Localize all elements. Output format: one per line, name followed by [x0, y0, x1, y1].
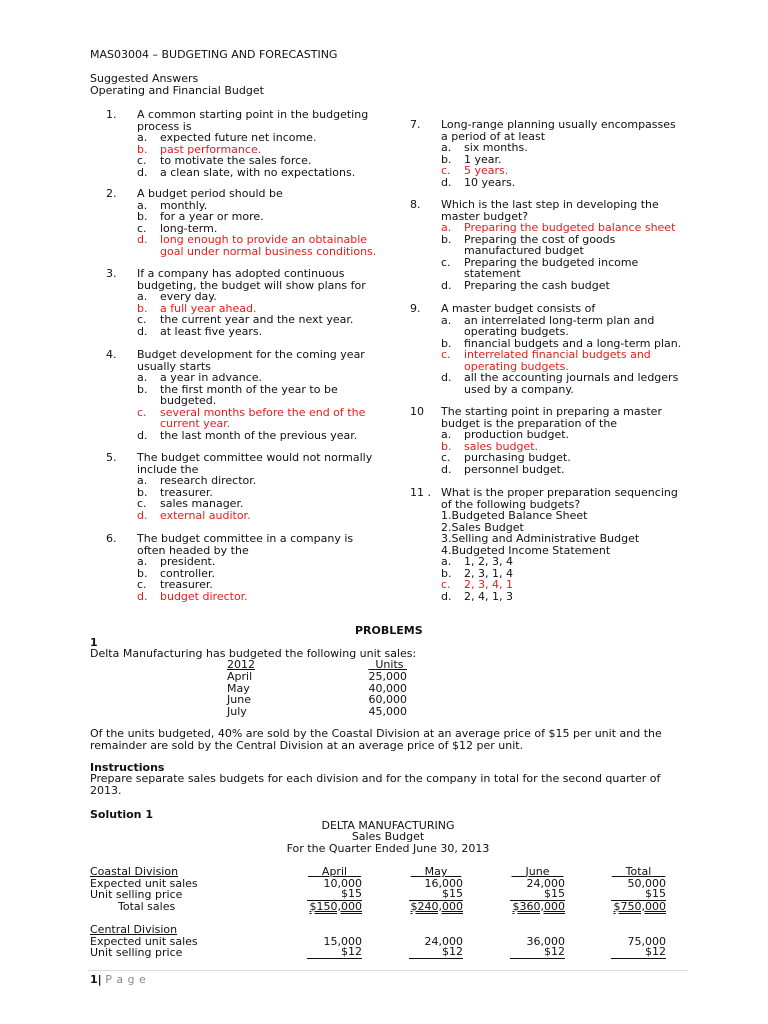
- problems-heading: PROBLEMS: [355, 624, 423, 637]
- question-stem-line: master budget?: [441, 209, 529, 223]
- option-text-line: interrelated financial budgets and: [464, 348, 651, 361]
- option-text-line: treasurer.: [160, 578, 213, 591]
- option-text-line: operating budgets.: [464, 325, 569, 338]
- budget-cell: $12: [510, 947, 565, 959]
- answer-options: [137, 291, 386, 337]
- budget-cell: $750,000: [613, 899, 666, 913]
- option-letter: d.: [137, 324, 148, 338]
- question-stem-line: A budget period should be: [137, 187, 283, 200]
- option-text-line: 2, 3, 4, 1: [464, 578, 513, 591]
- option-text: [464, 591, 689, 603]
- document-subtitle-topic: Operating and Financial Budget: [90, 84, 264, 97]
- correct-answer-option: [441, 349, 689, 372]
- option-text-line: goal under normal business conditions.: [160, 244, 377, 258]
- option-text: [160, 556, 386, 568]
- option-letter: a.: [441, 221, 452, 234]
- budget-column-header: [510, 866, 565, 878]
- question-stem-line: include the: [137, 462, 199, 476]
- budget-cell: $15: [611, 889, 666, 901]
- option-text: [160, 211, 386, 223]
- answer-option: [137, 326, 386, 338]
- option-text-line: research director.: [160, 474, 257, 487]
- division-name: Central Division: [90, 923, 178, 936]
- option-text-line: president.: [160, 555, 216, 568]
- question-number: 10: [410, 405, 424, 418]
- division-name: Coastal Division: [90, 865, 179, 878]
- option-text-line: 1 year.: [464, 152, 502, 166]
- problem-paragraph-line: remainder are sold by the Central Division at an average price of $12 per unit.: [90, 739, 524, 752]
- budget-column-label: April: [321, 865, 348, 878]
- option-text: [160, 407, 386, 430]
- budget-cell: $360,000: [512, 899, 565, 913]
- question-stem-line: 4.Budgeted Income Statement: [441, 543, 611, 557]
- question-stem: [441, 199, 689, 222]
- answer-option: [441, 234, 689, 257]
- footer-rule: [88, 970, 688, 971]
- option-text-line: for a year or more.: [160, 210, 264, 223]
- option-text-line: manufactured budget: [464, 244, 584, 257]
- page-word: P a g e: [105, 973, 147, 986]
- option-text-line: 2, 4, 1, 3: [464, 589, 513, 603]
- answer-options: [441, 142, 689, 188]
- answer-options: [137, 200, 386, 258]
- question-stem-line: Long-range planning usually encompasses: [441, 118, 676, 131]
- option-letter: a.: [441, 428, 452, 441]
- budget-cell: 36,000: [526, 934, 565, 948]
- option-text: [160, 314, 386, 326]
- option-text-line: an interrelated long-term plan and: [464, 313, 655, 327]
- option-letter: b.: [137, 485, 148, 499]
- option-text-line: at least five years.: [160, 324, 263, 338]
- option-letter: a.: [441, 141, 452, 154]
- page-number: 1: [90, 973, 98, 986]
- question-number: 8.: [410, 198, 421, 211]
- problem-intro: Delta Manufacturing has budgeted the following unit sales:: [90, 647, 417, 660]
- answer-options: [441, 556, 689, 602]
- option-text-line: six months.: [464, 141, 528, 154]
- budget-cell: $12: [611, 947, 666, 959]
- option-letter: d.: [441, 175, 452, 189]
- correct-answer-option: [441, 579, 689, 591]
- question-number: 2.: [106, 187, 117, 200]
- unit-row-month: June: [227, 693, 251, 706]
- question-number: 11 .: [410, 486, 431, 499]
- option-text: [464, 429, 689, 441]
- option-text: [464, 280, 689, 292]
- question-stem-line: a period of at least: [441, 129, 546, 143]
- option-text: [464, 257, 689, 280]
- budget-column-header: [611, 866, 666, 878]
- unit-row-units: 45,000: [368, 704, 407, 718]
- answer-option: [441, 591, 689, 603]
- instructions-heading: Instructions: [90, 761, 165, 774]
- problem-paragraph-line: Of the units budgeted, 40% are sold by the Coastal Division at an average price of $15 per unit and the: [90, 727, 662, 740]
- budget-cell: $15: [409, 889, 463, 901]
- option-letter: b.: [137, 382, 148, 396]
- option-text-line: budget director.: [160, 589, 248, 603]
- option-letter: a.: [441, 555, 452, 568]
- option-text: [464, 234, 689, 257]
- option-letter: a.: [137, 290, 148, 303]
- option-text: [464, 556, 689, 568]
- question-stem-line: budget is the preparation of the: [441, 416, 618, 430]
- answer-option: [137, 167, 386, 179]
- option-text-line: all the accounting journals and ledgers: [464, 371, 679, 384]
- correct-answer-option: [137, 407, 386, 430]
- question-stem-line: The starting point in preparing a master: [441, 405, 662, 418]
- question-stem-line: 3.Selling and Administrative Budget: [441, 532, 640, 545]
- answer-option: [441, 177, 689, 189]
- answer-option: [137, 556, 386, 568]
- answer-option: [137, 498, 386, 510]
- option-letter: c.: [137, 221, 147, 235]
- option-text-line: sales budget.: [464, 439, 539, 453]
- option-text: [464, 579, 689, 591]
- budget-cell: $12: [307, 947, 362, 959]
- budget-cell: 24,000: [526, 876, 565, 890]
- question-stem: [137, 109, 386, 132]
- solution-heading: Solution 1: [90, 808, 153, 821]
- answer-option: [137, 132, 386, 144]
- option-text: [464, 464, 689, 476]
- option-text: [160, 155, 386, 167]
- option-text-line: external auditor.: [160, 508, 251, 522]
- option-letter: d.: [137, 233, 148, 246]
- option-letter: d.: [441, 371, 452, 384]
- option-letter: d.: [137, 428, 148, 442]
- option-letter: c.: [137, 154, 147, 167]
- option-text-line: Preparing the cash budget: [464, 278, 610, 292]
- option-letter: b.: [441, 336, 452, 350]
- question-stem-line: 1.Budgeted Balance Sheet: [441, 509, 588, 522]
- question-number: 3.: [106, 267, 117, 280]
- option-text-line: 2, 3, 1, 4: [464, 566, 513, 580]
- answer-options: [137, 475, 386, 521]
- answer-option: [441, 556, 689, 568]
- option-letter: d.: [441, 462, 452, 476]
- question-stem: [441, 487, 689, 556]
- question-number: 1.: [106, 108, 117, 121]
- option-text: [464, 142, 689, 154]
- option-text: [160, 384, 386, 407]
- question-stem-line: What is the proper preparation sequencing: [441, 486, 678, 499]
- option-text-line: controller.: [160, 566, 215, 580]
- option-letter: b.: [137, 210, 148, 223]
- budget-cell: $240,000: [410, 899, 463, 913]
- budget-column-label: May: [424, 865, 448, 878]
- option-text-line: production budget.: [464, 428, 570, 441]
- question-stem-line: Budget development for the coming year: [137, 348, 365, 361]
- option-text-line: financial budgets and a long-term plan.: [464, 336, 682, 350]
- budget-cell: $12: [409, 947, 463, 959]
- budget-cell: $15: [510, 889, 565, 901]
- answer-option: [137, 291, 386, 303]
- question-stem-line: If a company has adopted continuous: [137, 267, 345, 280]
- budget-cell: 16,000: [424, 876, 463, 890]
- option-letter: c.: [441, 451, 451, 464]
- option-text-line: statement: [464, 267, 521, 280]
- units-header: Units: [375, 658, 404, 671]
- option-letter: c.: [441, 578, 451, 591]
- answer-option: [137, 314, 386, 326]
- budget-cell: 15,000: [323, 934, 362, 948]
- question-stem: [441, 303, 689, 315]
- question-stem: [137, 533, 386, 556]
- option-text-line: the current year and the next year.: [160, 313, 354, 326]
- option-text-line: budgeted.: [160, 394, 217, 407]
- answer-option: [137, 211, 386, 223]
- budget-cell: 50,000: [627, 876, 666, 890]
- instructions-line: Prepare separate sales budgets for each division and for the company in total for the second quarter of: [90, 772, 661, 785]
- option-letter: c.: [137, 578, 147, 591]
- answer-option: [137, 372, 386, 384]
- correct-answer-option: [137, 234, 386, 257]
- option-letter: c.: [137, 497, 147, 510]
- option-letter: b.: [441, 439, 452, 453]
- option-text-line: operating budgets.: [464, 359, 569, 373]
- question-stem-line: budgeting, the budget will show plans for: [137, 278, 366, 292]
- option-letter: b.: [441, 232, 452, 246]
- question-number: 6.: [106, 532, 117, 545]
- option-letter: d.: [137, 589, 148, 603]
- option-text-line: every day.: [160, 290, 217, 303]
- option-text: [160, 234, 386, 257]
- answer-option: [441, 280, 689, 292]
- option-text-line: purchasing budget.: [464, 451, 571, 464]
- footer-separator: |: [97, 973, 102, 986]
- question-stem-line: process is: [137, 119, 192, 133]
- option-letter: a.: [137, 555, 148, 568]
- unit-row-units: 40,000: [368, 681, 407, 695]
- budget-cell: $150,000: [309, 899, 362, 913]
- option-text: [160, 326, 386, 338]
- budget-cell: 75,000: [627, 934, 666, 948]
- unit-row-month: July: [227, 704, 247, 718]
- option-text: [160, 430, 386, 442]
- option-text-line: past performance.: [160, 142, 262, 156]
- correct-answer-option: [441, 165, 689, 177]
- option-letter: a.: [137, 474, 148, 487]
- option-letter: d.: [137, 508, 148, 522]
- question-stem-line: The budget committee in a company is: [137, 532, 354, 545]
- option-text: [160, 510, 386, 522]
- option-text: [160, 291, 386, 303]
- question-stem-line: 2.Sales Budget: [441, 520, 524, 534]
- option-letter: a.: [137, 198, 148, 212]
- budget-cell: 10,000: [323, 876, 362, 890]
- answer-option: [441, 257, 689, 280]
- option-text: [464, 315, 689, 338]
- question-number: 5.: [106, 451, 117, 464]
- option-text-line: a clean slate, with no expectations.: [160, 165, 356, 179]
- option-letter: a.: [441, 313, 452, 327]
- answer-option: [441, 142, 689, 154]
- question-number: 9.: [410, 302, 421, 315]
- answer-option: [441, 372, 689, 395]
- answer-options: [137, 132, 386, 178]
- question-stem-line: The budget committee would not normally: [137, 451, 373, 464]
- answer-option: [137, 475, 386, 487]
- option-text-line: 1, 2, 3, 4: [464, 555, 513, 568]
- answer-option: [137, 579, 386, 591]
- option-text-line: monthly.: [160, 198, 208, 212]
- option-text-line: personnel budget.: [464, 462, 565, 476]
- question-stem: [137, 452, 386, 475]
- question-stem: [137, 268, 386, 291]
- question-stem: [137, 188, 386, 200]
- problem-number: 1: [90, 636, 98, 649]
- option-text-line: 5 years.: [464, 164, 509, 177]
- solution-company: DELTA MANUFACTURING: [321, 819, 455, 832]
- option-text-line: the first month of the year to be: [160, 382, 338, 396]
- option-letter: a.: [137, 371, 148, 384]
- option-text-line: treasurer.: [160, 485, 213, 499]
- option-text: [464, 452, 689, 464]
- option-letter: d.: [441, 278, 452, 292]
- solution-period: For the Quarter Ended June 30, 2013: [286, 842, 490, 855]
- option-text-line: current year.: [160, 417, 231, 430]
- option-letter: b.: [441, 566, 452, 580]
- option-letter: b.: [137, 301, 148, 315]
- option-text-line: the last month of the previous year.: [160, 428, 358, 442]
- option-text: [464, 372, 689, 395]
- option-text-line: long enough to provide an obtainable: [160, 233, 368, 246]
- option-letter: c.: [137, 405, 147, 419]
- option-text: [160, 132, 386, 144]
- answer-option: [137, 430, 386, 442]
- unit-row-month: April: [227, 670, 253, 683]
- option-text-line: used by a company.: [464, 382, 574, 396]
- answer-options: [441, 222, 689, 291]
- option-letter: b.: [441, 152, 452, 166]
- year-header: 2012: [227, 658, 255, 671]
- unit-row-units: 60,000: [368, 693, 407, 706]
- option-letter: b.: [137, 142, 148, 156]
- instructions-line: 2013.: [90, 784, 122, 797]
- option-letter: a.: [137, 131, 148, 144]
- question-stem-line: Which is the last step in developing the: [441, 198, 659, 211]
- option-text-line: 10 years.: [464, 175, 516, 189]
- option-text: [160, 475, 386, 487]
- answer-options: [137, 556, 386, 602]
- unit-row-units: 25,000: [368, 670, 407, 683]
- budget-row-label: Expected unit sales: [90, 934, 198, 948]
- question-stem-line: of the following budgets?: [441, 497, 581, 511]
- question-stem-line: A master budget consists of: [441, 302, 596, 315]
- question-number: 7.: [410, 118, 421, 131]
- budget-row-label: Expected unit sales: [90, 876, 198, 890]
- document-title: MAS03004 – BUDGETING AND FORECASTING: [90, 48, 338, 61]
- option-letter: b.: [137, 566, 148, 580]
- option-text: [160, 498, 386, 510]
- solution-title: Sales Budget: [351, 830, 425, 843]
- option-text-line: long-term.: [160, 221, 218, 235]
- option-text-line: a year in advance.: [160, 371, 263, 384]
- page-footer: [90, 974, 146, 986]
- budget-cell: 24,000: [424, 934, 463, 948]
- option-letter: c.: [441, 348, 451, 361]
- document-subtitle: Suggested Answers: [90, 72, 199, 85]
- option-text-line: to motivate the sales force.: [160, 154, 312, 167]
- option-text: [160, 372, 386, 384]
- correct-answer-option: [441, 222, 689, 234]
- option-text-line: sales manager.: [160, 497, 244, 510]
- question-stem: [441, 406, 689, 429]
- answer-options: [441, 315, 689, 396]
- option-text-line: a full year ahead.: [160, 301, 257, 315]
- option-text: [464, 165, 689, 177]
- answer-option: [441, 452, 689, 464]
- answer-option: [441, 315, 689, 338]
- option-text: [160, 167, 386, 179]
- budget-row-label: Total sales: [118, 899, 176, 913]
- option-text: [160, 579, 386, 591]
- option-text-line: Preparing the budgeted income: [464, 255, 639, 269]
- question-stem: [441, 119, 689, 142]
- budget-row-label: Unit selling price: [90, 946, 183, 959]
- option-text-line: several months before the end of the: [160, 405, 366, 419]
- question-stem-line: often headed by the: [137, 543, 249, 557]
- option-text-line: Preparing the cost of goods: [464, 232, 616, 246]
- answer-option: [137, 155, 386, 167]
- answer-option: [441, 429, 689, 441]
- question-number: 4.: [106, 348, 117, 361]
- correct-answer-option: [137, 510, 386, 522]
- option-text: [464, 349, 689, 372]
- budget-column-header: [307, 866, 362, 878]
- option-letter: c.: [441, 164, 451, 177]
- question-stem: [137, 349, 386, 372]
- answer-option: [441, 464, 689, 476]
- question-stem-line: A common starting point in the budgeting: [137, 108, 369, 121]
- option-letter: d.: [137, 165, 148, 179]
- option-letter: c.: [441, 255, 451, 269]
- option-text: [464, 177, 689, 189]
- option-text: [160, 591, 386, 603]
- correct-answer-option: [137, 591, 386, 603]
- budget-row-label: Unit selling price: [90, 888, 183, 901]
- option-text: [464, 222, 689, 234]
- question-stem-line: usually starts: [137, 359, 211, 373]
- option-text-line: expected future net income.: [160, 131, 317, 144]
- option-text-line: Preparing the budgeted balance sheet: [464, 221, 676, 234]
- budget-column-label: June: [525, 865, 550, 878]
- budget-column-label: Total: [625, 865, 652, 878]
- budget-column-header: [409, 866, 463, 878]
- answer-options: [137, 372, 386, 441]
- option-letter: d.: [441, 589, 452, 603]
- answer-option: [137, 384, 386, 407]
- budget-cell: $15: [307, 889, 362, 901]
- option-letter: c.: [137, 313, 147, 326]
- unit-row-month: May: [227, 681, 250, 695]
- answer-options: [441, 429, 689, 475]
